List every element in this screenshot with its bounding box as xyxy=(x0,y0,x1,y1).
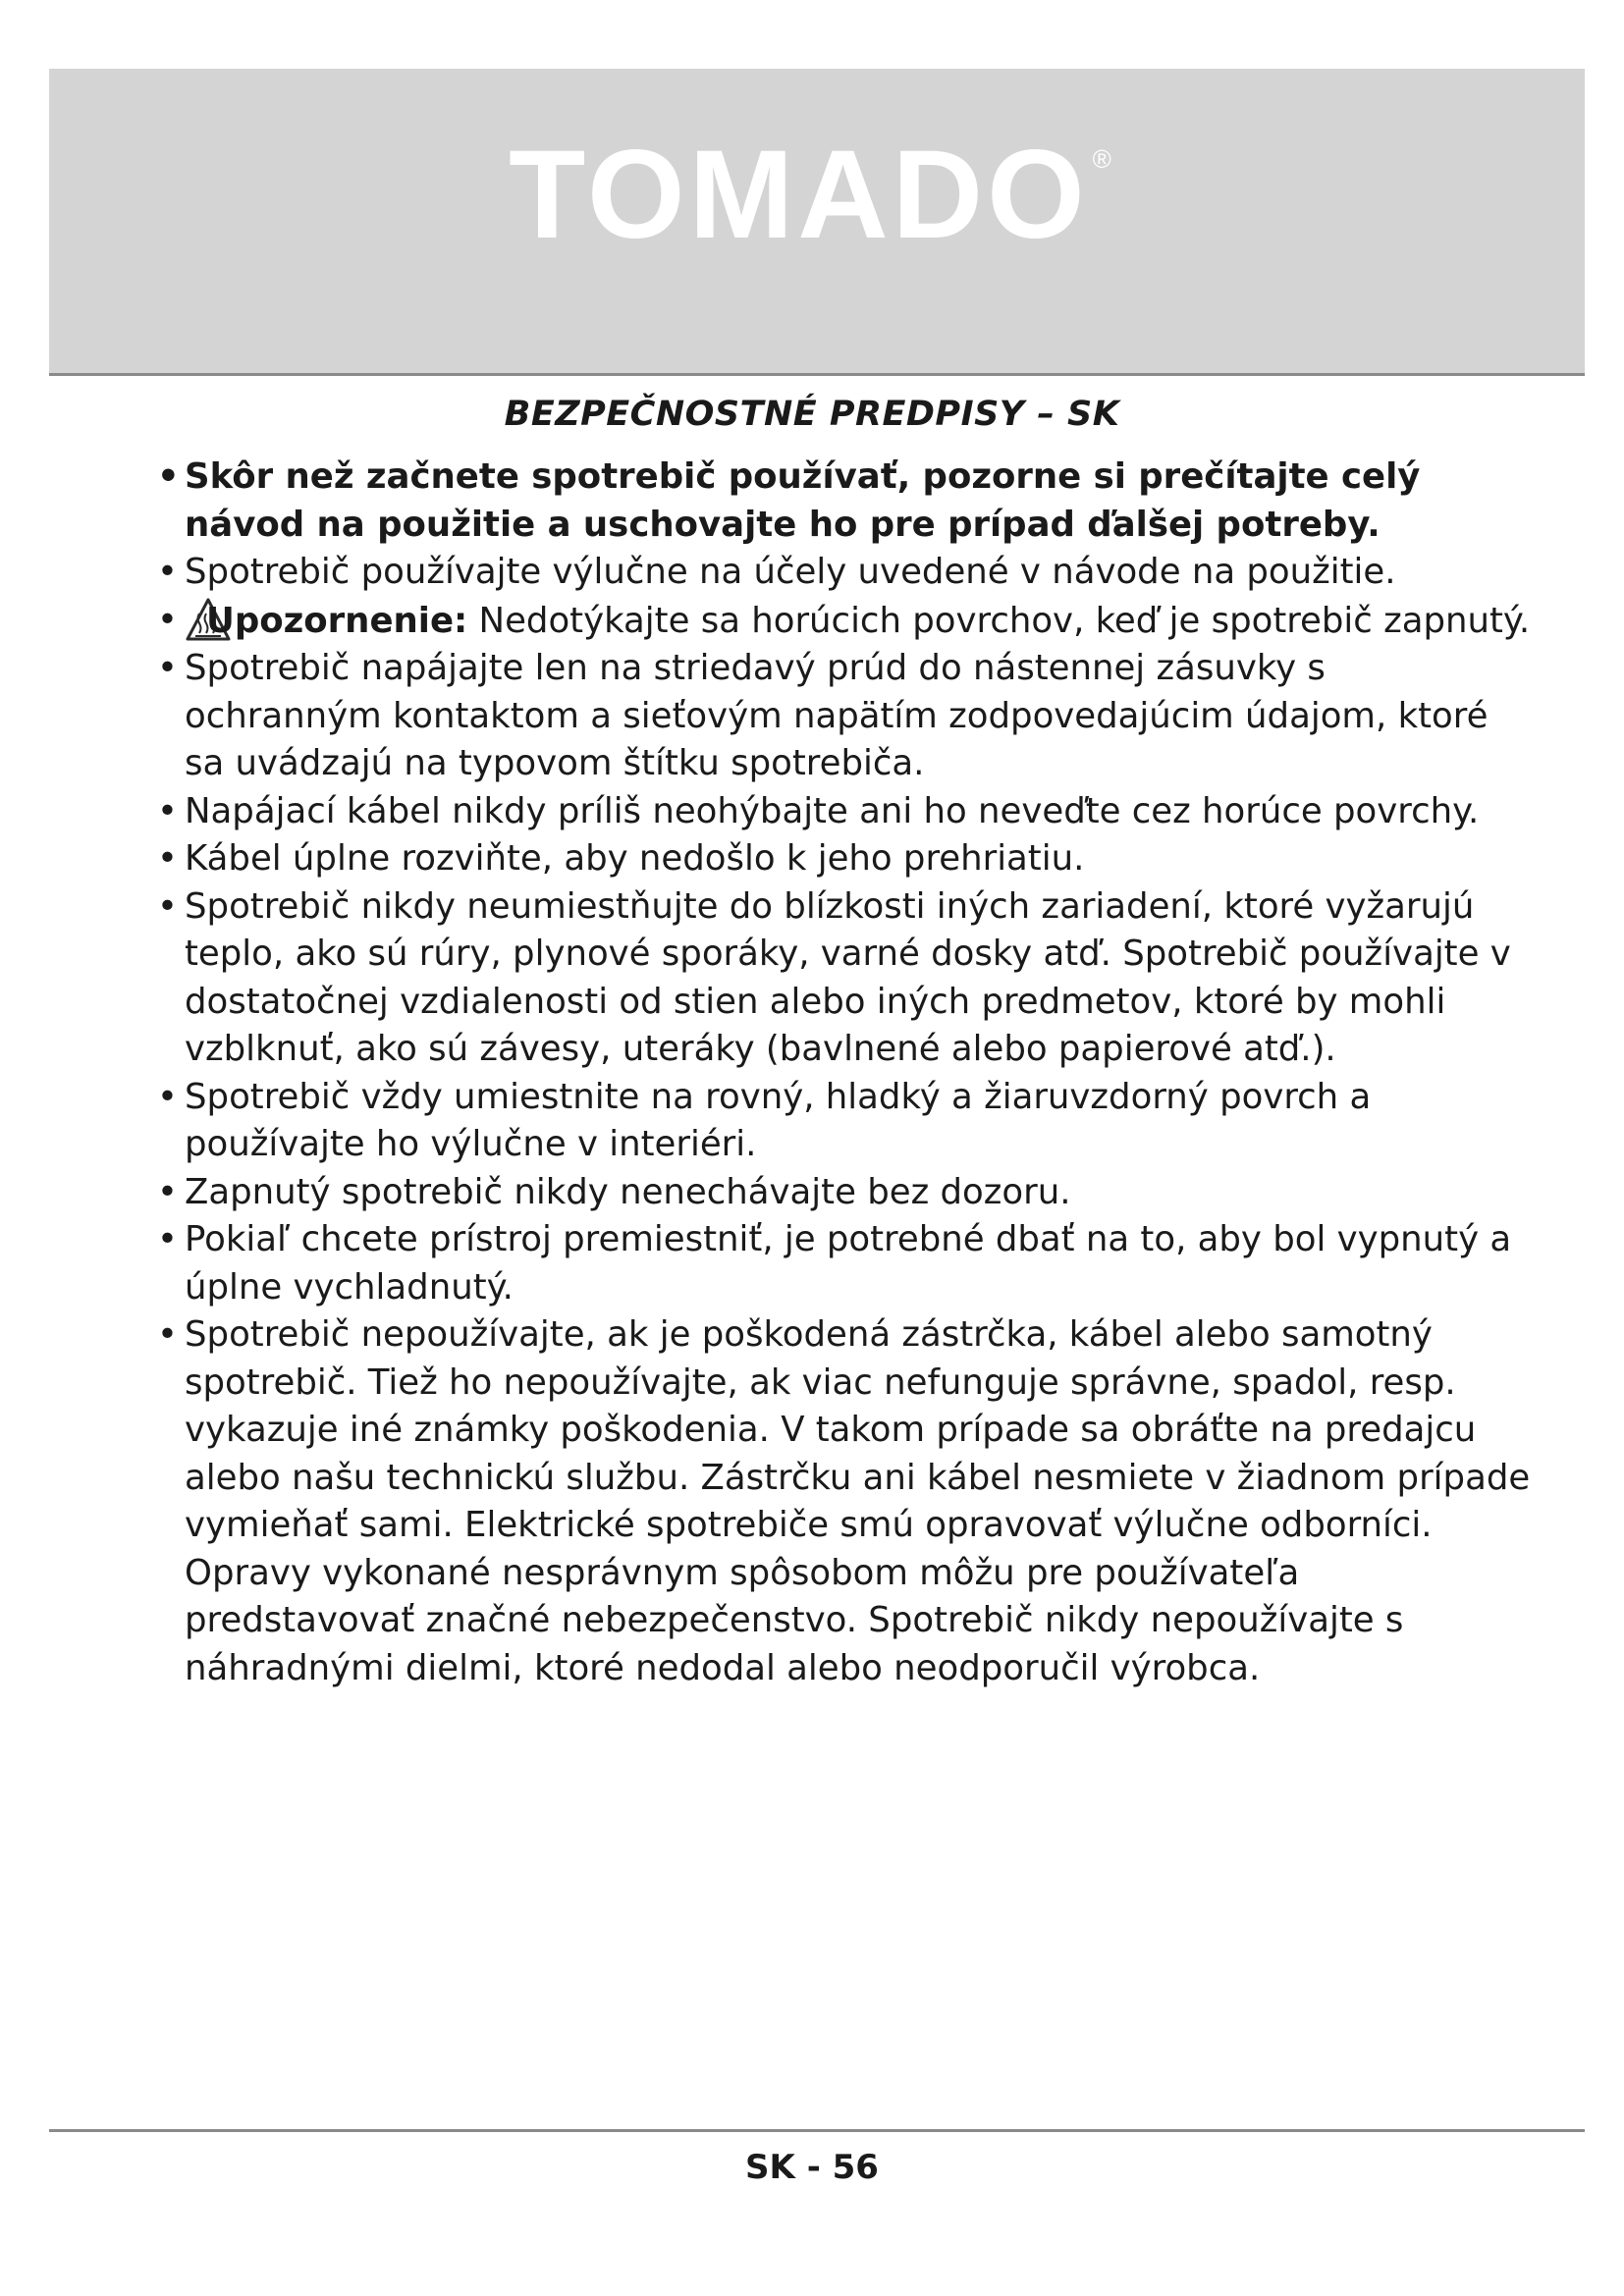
item-text: Kábel úplne rozviňte, aby nedošlo k jeho prehriatiu. xyxy=(185,838,1085,879)
safety-list xyxy=(157,454,1532,1692)
brand-logo xyxy=(0,125,1624,265)
footer-divider xyxy=(49,2129,1585,2132)
item-text: Spotrebič používajte výlučne na účely uvedené v návode na použitie. xyxy=(185,552,1396,592)
item-text: Nedotýkajte sa horúcich povrchov, keď je spotrebič zapnutý. xyxy=(467,600,1531,641)
list-item xyxy=(157,1074,1532,1169)
page-number: SK - 56 xyxy=(745,2148,879,2187)
registered-mark: ® xyxy=(1092,144,1115,174)
list-item xyxy=(157,883,1532,1074)
item-text: Skôr než začnete spotrebič používať, pozorne si prečítajte celý návod na použitie a uschovajte ho pre prípad ďalšej potreby. xyxy=(185,456,1421,545)
warning-label: Upozornenie: xyxy=(206,600,468,641)
item-text: Spotrebič vždy umiestnite na rovný, hladký a žiaruvzdorný povrch a používajte ho výlučne v interiéri. xyxy=(185,1076,1372,1164)
header-divider xyxy=(49,373,1585,376)
item-text: Spotrebič napájajte len na striedavý prúd do nástennej zásuvky s ochranným kontaktom a sieťovým napätím zodpovedajúcim údajom, ktoré sa uvádzajú na typovom štítku spotrebiča. xyxy=(185,648,1489,783)
list-item xyxy=(157,788,1532,836)
list-item xyxy=(157,1311,1532,1692)
item-text: Spotrebič nikdy neumiestňujte do blízkosti iných zariadení, ktoré vyžarujú teplo, ako sú rúry, plynové sporáky, varné dosky atď. Spotrebič používajte v dostatočnej vzdialenosti od stien alebo iných predmetov, ktoré by mohli vzblknuť, ako sú závesy, uteráky (bavlnené alebo papierové atď.). xyxy=(185,885,1511,1069)
item-text: Napájací kábel nikdy príliš neohýbajte ani ho neveďte cez horúce povrchy. xyxy=(185,790,1480,831)
list-item xyxy=(157,835,1532,883)
section-title: BEZPEČNOSTNÉ PREDPISY – SK xyxy=(504,395,1120,434)
item-text: Zapnutý spotrebič nikdy nenechávajte bez dozoru. xyxy=(185,1171,1071,1212)
list-item xyxy=(157,549,1532,597)
list-item xyxy=(157,1169,1532,1217)
list-item xyxy=(157,597,1532,646)
list-item xyxy=(157,454,1532,549)
brand-name: TOMADO xyxy=(509,125,1089,265)
item-text: Spotrebič nepoužívajte, ak je poškodená zástrčka, kábel alebo samotný spotrebič. Tiež ho nepoužívajte, ak viac nefunguje správne, spadol, resp. vykazuje iné známky poškodenia. V takom prípade sa obráťte na predajcu alebo našu technickú službu. Zástrčku ani kábel nesmiete v žiadnom prípade vymieňať sami. Elektrické spotrebiče smú opravovať výlučne odborníci. Opravy vykonané nesprávnym spôsobom môžu pre používateľa predstavovať značné nebezpečenstvo. Spotrebič nikdy nepoužívajte s náhradnými dielmi, ktoré nedodal alebo neodporučil výrobca. xyxy=(185,1314,1531,1688)
list-item xyxy=(157,645,1532,788)
list-item xyxy=(157,1216,1532,1311)
item-text: Pokiaľ chcete prístroj premiestniť, je potrebné dbať na to, aby bol vypnutý a úplne vychladnutý. xyxy=(185,1219,1512,1308)
